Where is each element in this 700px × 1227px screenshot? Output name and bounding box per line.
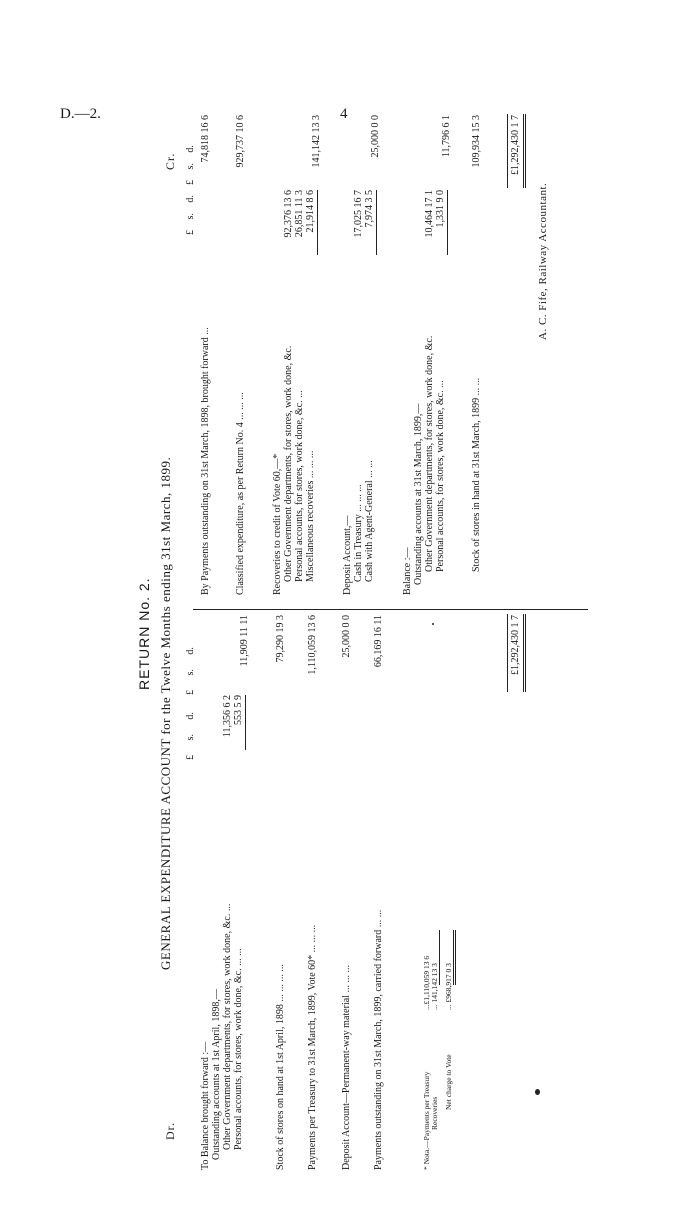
dr-other-govt-amount: 11,356 6 2 [222, 695, 233, 738]
cr-stock-hand-label: Stock of stores in hand at 31st March, 1899 ... ... [471, 377, 482, 572]
nota-double-rule [453, 930, 456, 985]
center-divider [193, 609, 588, 610]
dr-outstanding-head: Outstanding accounts at 1st April, 1898,— [211, 989, 222, 1160]
dr-col-heads-2: £ s. d. [185, 647, 196, 695]
ink-speck [432, 623, 434, 625]
nota-net-amount: ... £968,917 0 3 [444, 963, 453, 1010]
cr-rec-misc-label: Miscellaneous recoveries ... ... ... [305, 450, 316, 582]
cr-deposit-head: Deposit Account,— [342, 515, 353, 595]
dr-stock-label: Stock of stores on hand at 1st April, 1898 ... ... ... ... [275, 964, 286, 1170]
dr-deposit-label: Deposit Account—Permanent-way material ... ... ... [341, 965, 352, 1170]
dr-balance-total: 11,909 11 11 [239, 615, 250, 667]
cr-col-heads: £ s. d. [185, 195, 196, 235]
cr-bal-other-label: Other Government departments, for stores, work done, &c. [424, 335, 435, 572]
nota-payments-amount: ...£1,110,059 13 6 [422, 955, 431, 1010]
nota-recoveries-label: Recoveries [430, 1096, 439, 1130]
cr-rec-personal-amount: 26,851 11 3 [294, 190, 305, 238]
nota-head: * Nota.—Payments per Treasury [422, 1071, 431, 1170]
cr-bal-rule [447, 190, 448, 255]
dr-personal-amount: 553 5 9 [233, 695, 244, 725]
cr-bal-total: 11,796 6 1 [441, 115, 452, 158]
cr-bal-other-amount: 10,464 17 1 [424, 190, 435, 238]
cr-bal-personal-amount: 1,331 9 0 [435, 190, 446, 228]
dr-subtotal-rule [245, 695, 246, 750]
cr-bal-outstanding-head: Outstanding accounts at 31st March, 1899,— [413, 403, 424, 585]
cr-recoveries-total: 141,142 13 3 [311, 115, 322, 168]
page-number: 4 [340, 106, 348, 122]
cr-stock-hand-total: 109,934 15 3 [471, 115, 482, 168]
cr-total-rule [507, 114, 508, 188]
cr-rec-misc-amount: 21,914 8 6 [305, 190, 316, 233]
cr-deposit-total: 25,000 0 0 [370, 115, 381, 158]
cr-cash-treasury-label: Cash in Treasury ... ... ... [353, 484, 364, 582]
nota-rule [439, 930, 440, 985]
nota-net-label: Net charge to Vote [444, 1054, 453, 1110]
dr-outstanding-fwd-total: 66,169 16 11 [373, 615, 384, 668]
cr-cash-agent-amount: 7,974 3 5 [364, 190, 375, 228]
dr-balance-head: To Balance brought forward :— [200, 1041, 211, 1170]
cr-cash-agent-label: Cash with Agent-General ... ... [364, 460, 375, 582]
credit-side-label: Cr. [163, 152, 177, 170]
cr-deposit-rule [376, 190, 377, 255]
dr-deposit-total: 25,000 0 0 [341, 615, 352, 658]
dr-total-double-rule [523, 614, 526, 692]
nota-recoveries-amount: ... 141,142 13 3 [430, 963, 439, 1010]
dr-other-govt-label: Other Government departments, for stores, work done, &c. ... [222, 903, 233, 1150]
cr-by-payments-label: By Payments outstanding on 31st March, 1898, brought forward ... [200, 327, 211, 595]
cr-by-payments-total: 74,818 16 6 [200, 115, 211, 163]
signature: A. C. Fife, Railway Accountant. [537, 182, 549, 340]
cr-rec-other-amount: 92,376 13 6 [283, 190, 294, 238]
dr-col-heads: £ s. d. [185, 712, 196, 760]
cr-classified-total: 929,737 10 6 [235, 115, 246, 168]
cr-col-heads-2: £ s. d. [185, 145, 196, 185]
cr-total-double-rule [523, 114, 526, 188]
cr-cash-treasury-amount: 17,025 16 7 [353, 190, 364, 238]
ink-speck [535, 1089, 540, 1095]
page-reference: D.—2. [60, 106, 101, 122]
cr-rec-other-label: Other Government departments, for stores, work done, &c. [283, 345, 294, 582]
cr-bal-personal-label: Personal accounts, for stores, work done, &c. ... [435, 380, 446, 572]
debit-side-label: Dr. [163, 1122, 177, 1140]
cr-rec-rule [317, 190, 318, 255]
cr-grand-total: £1,292,430 1 7 [510, 115, 521, 175]
dr-grand-total: £1,292,430 1 7 [510, 615, 521, 675]
dr-payments-label: Payments per Treasury to 31st March, 1899, Vote 60* ... ... ... [307, 924, 318, 1170]
dr-outstanding-fwd-label: Payments outstanding on 31st March, 1899, carried forward ... ... [373, 909, 384, 1170]
dr-payments-total: 1,110,059 13 6 [307, 615, 318, 675]
cr-balance-head: Balance :— [402, 547, 413, 595]
account-title: GENERAL EXPENDITURE ACCOUNT for the Twelve Months ending 31st March, 1899. [158, 456, 173, 970]
cr-classified-label: Classified expenditure, as per Return No. 4 ... ... ... [235, 392, 246, 595]
dr-total-rule [507, 614, 508, 692]
dr-stock-total: 79,290 19 3 [275, 615, 286, 663]
return-number: RETURN No. 2. [136, 577, 152, 690]
cr-rec-personal-label: Personal accounts, for stores, work done, &c. ... [294, 390, 305, 582]
account-sheet [135, 110, 625, 1170]
cr-recoveries-head: Recoveries to credit of Vote 60,—* [272, 453, 283, 595]
dr-personal-label: Personal accounts, for stores, work done, &c. ... ... [233, 948, 244, 1150]
